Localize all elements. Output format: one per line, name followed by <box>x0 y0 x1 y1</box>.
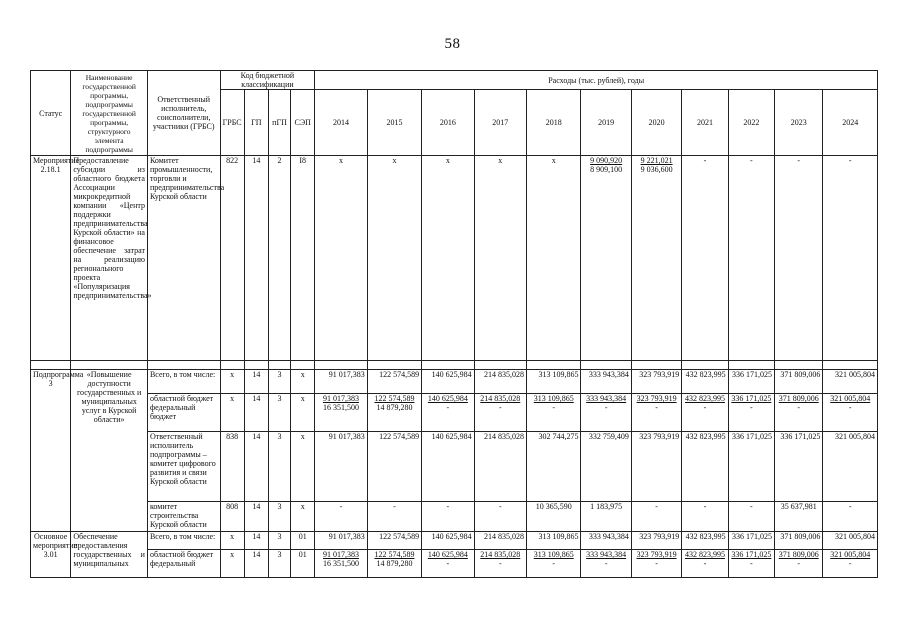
budget-regional-label: областной бюджет <box>149 550 214 559</box>
cell-value: 122 574,589 <box>367 370 421 394</box>
value-bottom: - <box>848 403 852 412</box>
header-year: 2015 <box>367 90 421 156</box>
cell-pgp: 2 <box>268 156 290 361</box>
cell-value: 91 017,383 <box>315 532 367 550</box>
row-responsible: Комитет промышленности, торговли и предпринимательства Курской области <box>147 156 220 361</box>
cell-value: x <box>527 156 581 361</box>
cell-gp: 14 <box>244 394 268 432</box>
cell-value: x <box>315 156 367 361</box>
cell-value: 323 793,919 <box>631 532 681 550</box>
cell-value: 1 183,975 <box>581 502 631 532</box>
header-status: Статус <box>31 71 71 156</box>
header-year: 2018 <box>527 90 581 156</box>
cell-value: - <box>367 502 421 532</box>
row-name: Предоставление субсидии из областного бюджета Ассоциации микрокредитной компании «Центр поддержки предпринимательства Курской области» на финансовое обеспечение затрат на реализацию регионального проекта «Популяризация предпринимательства» <box>71 156 148 361</box>
header-gp: ГП <box>244 90 268 156</box>
cell-value-pair <box>315 550 367 578</box>
page-number: 58 <box>444 36 461 52</box>
value-bottom: 14 879,280 <box>376 559 413 568</box>
table-row <box>31 432 878 502</box>
cell-value: 140 625,984 <box>422 532 474 550</box>
cell-value: 214 835,028 <box>474 532 526 550</box>
row-responsible <box>147 550 220 578</box>
cell-pgp: 3 <box>268 432 290 502</box>
header-year: 2014 <box>315 90 367 156</box>
value-top: 371 809,006 <box>778 550 819 559</box>
value-bottom: - <box>446 403 450 412</box>
cell-value-pair <box>422 550 474 578</box>
cell-value: 336 171,025 <box>728 370 774 394</box>
value-top: 313 109,865 <box>533 394 574 403</box>
value-bottom: - <box>446 559 450 568</box>
value-top: 432 823,995 <box>684 550 725 559</box>
cell-value: - <box>422 502 474 532</box>
cell-value-pair <box>367 550 421 578</box>
cell-pgp: 3 <box>268 502 290 532</box>
budget-regional-label: областной бюджет <box>149 394 214 403</box>
row-name: «Повышение доступности государственных и муниципальных услуг в Курской области» <box>71 370 148 532</box>
cell-value-pair <box>728 550 774 578</box>
cell-pgp: 3 <box>268 370 290 394</box>
budget-table <box>30 70 878 578</box>
cell-value: 321 005,804 <box>823 432 878 502</box>
value-top: 371 809,006 <box>778 394 819 403</box>
cell-value: 91 017,383 <box>315 432 367 502</box>
cell-value: 432 823,995 <box>682 432 728 502</box>
cell-value: 432 823,995 <box>682 532 728 550</box>
cell-value: 333 943,384 <box>581 532 631 550</box>
value-bottom: - <box>604 403 608 412</box>
cell-value-pair <box>775 550 823 578</box>
value-top: 321 005,804 <box>830 550 871 559</box>
cell-value: - <box>728 156 774 361</box>
header-year: 2019 <box>581 90 631 156</box>
value-top: 336 171,025 <box>731 394 772 403</box>
cell-value: 214 835,028 <box>474 370 526 394</box>
value-bottom: 16 351,500 <box>323 403 360 412</box>
header-name: Наименование государственной программы, подпрограммы государственной программы, структурного элемента подпрограммы <box>71 71 148 156</box>
cell-value: 35 637,981 <box>775 502 823 532</box>
cell-value: 321 005,804 <box>823 370 878 394</box>
cell-value: 140 625,984 <box>422 370 474 394</box>
cell-value: - <box>682 502 728 532</box>
header-year: 2022 <box>728 90 774 156</box>
value-top: 91 017,383 <box>323 394 360 403</box>
cell-gp: 14 <box>244 432 268 502</box>
cell-grbs: x <box>220 550 244 578</box>
row-responsible: Всего, в том числе: <box>147 532 220 550</box>
cell-value-pair <box>823 550 878 578</box>
header-sep: СЭП <box>291 90 315 156</box>
cell-value: - <box>474 502 526 532</box>
value-top: 140 625,984 <box>427 394 468 403</box>
value-bottom: - <box>749 559 753 568</box>
value-bottom: - <box>655 559 658 568</box>
blank-row <box>31 361 878 370</box>
cell-value: - <box>682 156 728 361</box>
cell-value: x <box>367 156 421 361</box>
cell-value: 333 943,384 <box>581 370 631 394</box>
cell-value: 313 109,865 <box>527 370 581 394</box>
header-responsible: Ответственный исполнитель, соисполнители, участники (ГРБС) <box>147 71 220 156</box>
value-top: 432 823,995 <box>684 394 725 403</box>
cell-value-pair <box>682 394 728 432</box>
table-row <box>31 502 878 532</box>
value-bottom: - <box>498 559 502 568</box>
cell-gp: 14 <box>244 532 268 550</box>
table-row <box>31 370 878 394</box>
value-top: 9 090,920 <box>590 156 623 165</box>
value-top: 313 109,865 <box>533 550 574 559</box>
value-bottom: 14 879,280 <box>376 403 413 412</box>
cell-value: - <box>315 502 367 532</box>
header-year: 2020 <box>631 90 681 156</box>
header-grbs: ГРБС <box>220 90 244 156</box>
value-top: 323 793,919 <box>636 550 677 559</box>
cell-value-pair <box>474 550 526 578</box>
value-bottom: - <box>797 559 801 568</box>
value-bottom: - <box>498 403 502 412</box>
cell-value-pair <box>682 550 728 578</box>
cell-grbs: x <box>220 394 244 432</box>
value-bottom: - <box>552 559 556 568</box>
cell-sep: x <box>291 502 315 532</box>
value-bottom: - <box>749 403 753 412</box>
cell-sep: I8 <box>291 156 315 361</box>
cell-value: 323 793,919 <box>631 370 681 394</box>
cell-value: 140 625,984 <box>422 432 474 502</box>
value-bottom: - <box>703 559 707 568</box>
cell-value: x <box>474 156 526 361</box>
cell-value-pair <box>581 550 631 578</box>
value-bottom: - <box>797 403 801 412</box>
value-bottom: - <box>655 403 658 412</box>
row-status: Основное мероприятие 3.01 <box>31 532 71 578</box>
table-row <box>31 532 878 550</box>
value-top: 333 943,384 <box>586 394 627 403</box>
value-top: 140 625,984 <box>427 550 468 559</box>
value-top: 333 943,384 <box>586 550 627 559</box>
value-bottom: 9 036,600 <box>640 165 673 174</box>
header-year: 2021 <box>682 90 728 156</box>
cell-pgp: 3 <box>268 394 290 432</box>
header-year: 2016 <box>422 90 474 156</box>
cell-sep: x <box>291 432 315 502</box>
cell-sep: x <box>291 370 315 394</box>
cell-value-pair <box>728 394 774 432</box>
cell-grbs: 838 <box>220 432 244 502</box>
budget-federal-label: федеральный <box>149 559 196 568</box>
value-top: 336 171,025 <box>731 550 772 559</box>
cell-value: - <box>728 502 774 532</box>
cell-value: 336 171,025 <box>775 432 823 502</box>
table-row <box>31 550 878 578</box>
row-status: Мероприятие 2.18.1 <box>31 156 71 361</box>
cell-value: 432 823,995 <box>682 370 728 394</box>
cell-value: 313 109,865 <box>527 532 581 550</box>
cell-value: 321 005,804 <box>823 532 878 550</box>
cell-value-pair <box>474 394 526 432</box>
cell-value-pair <box>631 550 681 578</box>
table-row <box>31 156 878 361</box>
cell-value-pair <box>775 394 823 432</box>
cell-grbs: 808 <box>220 502 244 532</box>
cell-gp: 14 <box>244 550 268 578</box>
header-expenses: Расходы (тыс. рублей), годы <box>315 71 878 90</box>
cell-value: 214 835,028 <box>474 432 526 502</box>
cell-value: x <box>422 156 474 361</box>
cell-value: 10 365,590 <box>527 502 581 532</box>
cell-value-2020 <box>631 156 681 361</box>
cell-value: 91 017,383 <box>315 370 367 394</box>
cell-value: 122 574,589 <box>367 432 421 502</box>
cell-value-pair <box>527 394 581 432</box>
cell-sep: 01 <box>291 532 315 550</box>
cell-value: 371 809,006 <box>775 370 823 394</box>
cell-value-pair <box>527 550 581 578</box>
cell-grbs: x <box>220 532 244 550</box>
cell-value: - <box>823 156 878 361</box>
cell-value-pair <box>581 394 631 432</box>
row-status: Подпрограмма 3 <box>31 370 71 532</box>
value-top: 122 574,589 <box>374 550 415 559</box>
header-year: 2024 <box>823 90 878 156</box>
cell-value-pair <box>823 394 878 432</box>
row-name: Обеспечение предоставления государственных и муниципальных <box>71 532 148 578</box>
cell-value: 122 574,589 <box>367 532 421 550</box>
value-top: 214 835,028 <box>480 394 521 403</box>
cell-value-2019 <box>581 156 631 361</box>
header-year: 2023 <box>775 90 823 156</box>
cell-value-pair <box>367 394 421 432</box>
cell-sep: x <box>291 394 315 432</box>
cell-pgp: 3 <box>268 550 290 578</box>
cell-gp: 14 <box>244 370 268 394</box>
cell-gp: 14 <box>244 502 268 532</box>
budget-federal-label: федеральный бюджет <box>149 403 196 421</box>
value-bottom: - <box>604 559 608 568</box>
cell-pgp: 3 <box>268 532 290 550</box>
cell-value: - <box>775 156 823 361</box>
cell-value-pair <box>315 394 367 432</box>
value-top: 214 835,028 <box>480 550 521 559</box>
value-top: 323 793,919 <box>636 394 677 403</box>
cell-value: 302 744,275 <box>527 432 581 502</box>
header-year: 2017 <box>474 90 526 156</box>
header-pgp: пГП <box>268 90 290 156</box>
value-top: 122 574,589 <box>374 394 415 403</box>
cell-value-pair <box>422 394 474 432</box>
row-responsible: Всего, в том числе: <box>147 370 220 394</box>
cell-value: 323 793,919 <box>631 432 681 502</box>
header-budget-code: Код бюджетной классификации <box>220 71 315 90</box>
cell-gp: 14 <box>244 156 268 361</box>
value-top: 91 017,383 <box>323 550 360 559</box>
row-responsible <box>147 394 220 432</box>
cell-grbs: x <box>220 370 244 394</box>
value-bottom: - <box>848 559 852 568</box>
cell-value: - <box>631 502 681 532</box>
cell-sep: 01 <box>291 550 315 578</box>
value-top: 9 221,021 <box>640 156 673 165</box>
cell-value-pair <box>631 394 681 432</box>
row-responsible: комитет строительства Курской области <box>147 502 220 532</box>
table-row <box>31 394 878 432</box>
cell-grbs: 822 <box>220 156 244 361</box>
value-top: 321 005,804 <box>830 394 871 403</box>
value-bottom: 16 351,500 <box>323 559 360 568</box>
cell-value: 336 171,025 <box>728 532 774 550</box>
cell-value: 371 809,006 <box>775 532 823 550</box>
cell-value: - <box>823 502 878 532</box>
cell-value: 336 171,025 <box>728 432 774 502</box>
cell-value: 332 759,409 <box>581 432 631 502</box>
value-bottom: - <box>552 403 556 412</box>
row-responsible: Ответственный исполнитель подпрограммы – комитет цифрового развития и связи Курской области <box>147 432 220 502</box>
value-bottom: 8 909,100 <box>590 165 623 174</box>
value-bottom: - <box>703 403 707 412</box>
